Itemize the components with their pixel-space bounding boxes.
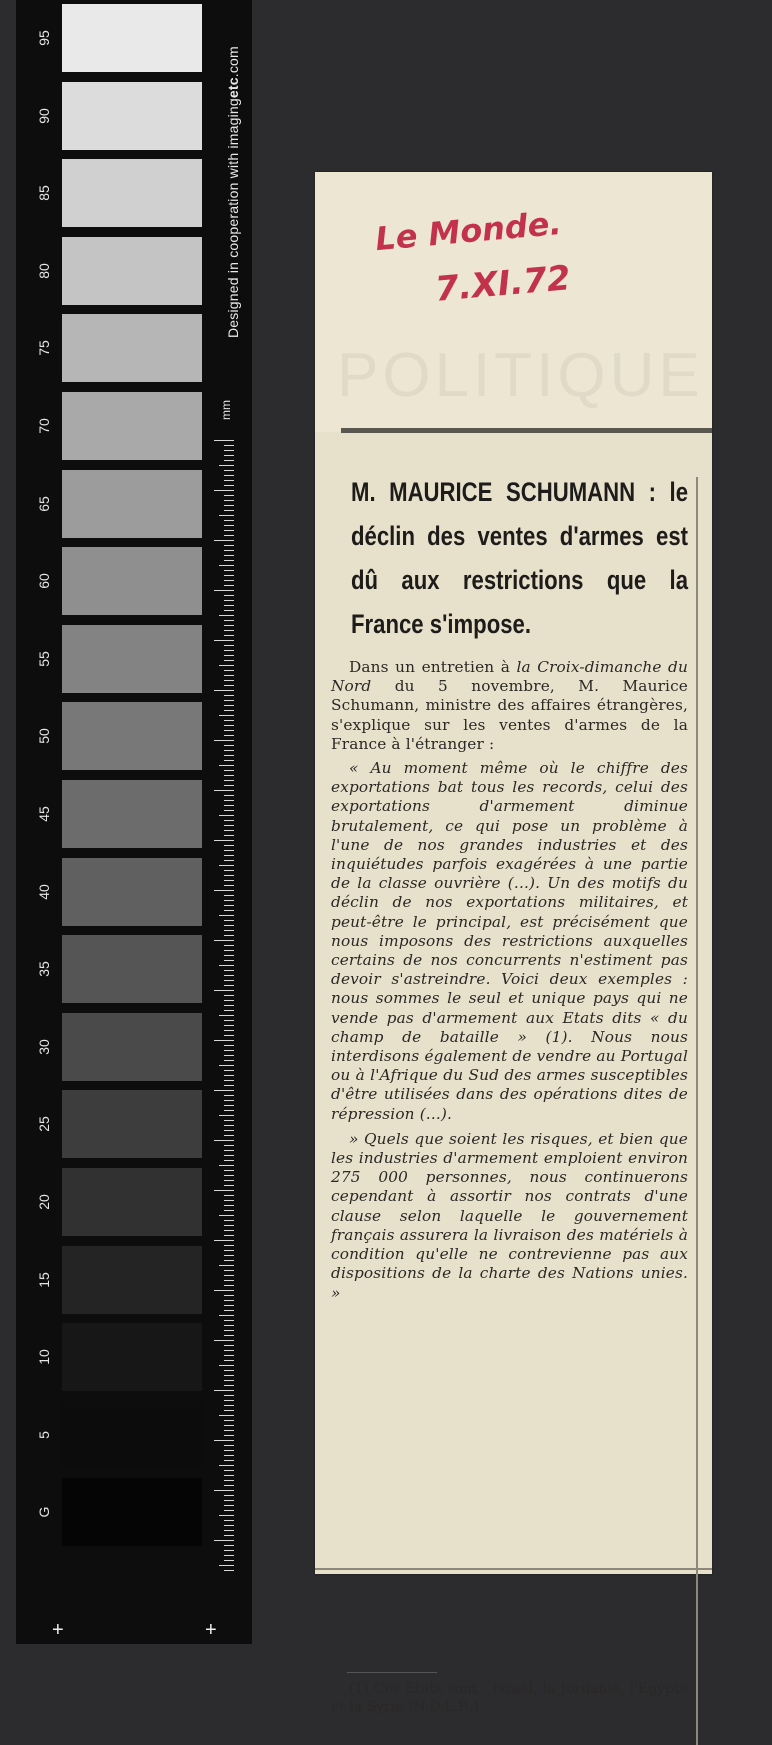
ruler-tick <box>224 635 234 636</box>
ruler-tick <box>224 800 234 801</box>
ruler-tick <box>224 1070 234 1071</box>
ruler-tick <box>224 1285 234 1286</box>
ruler-tick <box>224 910 234 911</box>
ruler-tick <box>224 955 234 956</box>
ruler-tick <box>219 615 234 616</box>
gray-patch-35 <box>62 935 202 1003</box>
patch-label: 60 <box>36 573 52 589</box>
ruler-tick <box>224 1225 234 1226</box>
ruler-tick <box>224 1060 234 1061</box>
ruler-tick <box>224 1360 234 1361</box>
ruler-tick <box>224 1145 234 1146</box>
ruler-tick <box>224 1445 234 1446</box>
gray-patch-65 <box>62 470 202 538</box>
show-through-section-title: POLITIQUE <box>337 341 704 410</box>
ruler-tick <box>224 630 234 631</box>
ruler-tick <box>224 1075 234 1076</box>
ruler-tick <box>224 1500 234 1501</box>
ruler-tick <box>224 720 234 721</box>
intro-text-end: du 5 novembre, M. Maurice Schumann, ministre des affaires étrangères, s'explique sur les ventes d'armes de la France à l'étranger : <box>331 677 688 753</box>
ruler-tick <box>214 1340 234 1341</box>
ruler-tick <box>224 745 234 746</box>
ruler-tick <box>224 1095 234 1096</box>
ruler-tick <box>224 1435 234 1436</box>
ruler-tick <box>224 1105 234 1106</box>
ruler-tick <box>214 740 234 741</box>
ruler-tick <box>224 485 234 486</box>
ruler-tick <box>224 1210 234 1211</box>
patch-label: 45 <box>36 806 52 822</box>
ruler-tick <box>219 1365 234 1366</box>
ruler-tick <box>224 595 234 596</box>
ruler-tick <box>224 460 234 461</box>
ruler-tick <box>224 1460 234 1461</box>
ruler-tick <box>224 1235 234 1236</box>
ruler-tick <box>224 1300 234 1301</box>
patch-label: 85 <box>36 185 52 201</box>
gray-patch-5 <box>62 1401 202 1469</box>
ruler-tick <box>224 1020 234 1021</box>
ruler-tick <box>224 1270 234 1271</box>
ruler-tick <box>224 1370 234 1371</box>
ruler-tick <box>224 1130 234 1131</box>
ruler-tick <box>224 650 234 651</box>
gray-patch-25 <box>62 1090 202 1158</box>
ruler-tick <box>224 1085 234 1086</box>
patch-label: 95 <box>36 30 52 46</box>
ruler-tick <box>224 480 234 481</box>
ruler-tick <box>224 1555 234 1556</box>
ruler-tick <box>224 885 234 886</box>
ruler-tick <box>219 1265 234 1266</box>
patch-label: 80 <box>36 263 52 279</box>
ruler-tick <box>214 1390 234 1391</box>
newspaper-clipping <box>315 172 712 1715</box>
gray-patch-85 <box>62 159 202 227</box>
handwritten-source: Le Monde. <box>373 203 563 259</box>
ruler-tick <box>224 1455 234 1456</box>
ruler-tick <box>214 1190 234 1191</box>
handwritten-date: 7.XI.72 <box>433 258 573 310</box>
ruler-tick <box>224 735 234 736</box>
ruler-tick <box>219 465 234 466</box>
ruler-tick <box>224 1420 234 1421</box>
ruler-tick <box>214 540 234 541</box>
ruler-tick <box>224 495 234 496</box>
ruler-tick <box>219 515 234 516</box>
ruler-tick <box>219 1515 234 1516</box>
ruler-tick <box>224 1100 234 1101</box>
ruler-tick <box>224 675 234 676</box>
patch-label: 55 <box>36 651 52 667</box>
ruler-tick <box>224 1520 234 1521</box>
imaging-credit <box>225 46 241 338</box>
ruler-tick <box>224 605 234 606</box>
ruler-tick <box>219 1015 234 1016</box>
ruler-tick <box>224 1335 234 1336</box>
ruler-tick <box>224 545 234 546</box>
ruler-tick <box>224 895 234 896</box>
ruler-tick <box>224 1005 234 1006</box>
ruler-tick <box>224 985 234 986</box>
plus-marker-left: + <box>52 1619 64 1641</box>
ruler-tick <box>224 1510 234 1511</box>
ruler-tick <box>219 865 234 866</box>
ruler-tick <box>214 1090 234 1091</box>
patch-label: G <box>36 1506 52 1518</box>
ruler-tick <box>224 760 234 761</box>
ruler-tick <box>224 1325 234 1326</box>
patch-label: 70 <box>36 418 52 434</box>
ruler-tick <box>224 1195 234 1196</box>
ruler-tick <box>224 960 234 961</box>
ruler-tick <box>224 1180 234 1181</box>
ruler-tick <box>224 455 234 456</box>
ruler-tick <box>214 1140 234 1141</box>
ruler-tick <box>224 1430 234 1431</box>
ruler-tick <box>224 805 234 806</box>
ruler-tick <box>219 1465 234 1466</box>
gray-patch-90 <box>62 82 202 150</box>
ruler-tick <box>224 555 234 556</box>
ruler-tick <box>219 1565 234 1566</box>
ruler-tick <box>214 940 234 941</box>
intro-text: Dans un entretien à <box>349 658 517 676</box>
ruler-tick <box>214 440 234 441</box>
credit-brand: etc <box>225 77 241 99</box>
ruler-tick <box>224 1545 234 1546</box>
ruler-tick <box>224 560 234 561</box>
ruler-tick <box>224 1110 234 1111</box>
millimeter-ruler <box>212 440 234 1570</box>
ruler-tick <box>224 670 234 671</box>
ruler-tick <box>224 1275 234 1276</box>
patch-label: 35 <box>36 961 52 977</box>
ruler-tick <box>224 530 234 531</box>
ruler-tick <box>219 665 234 666</box>
ruler-tick <box>224 810 234 811</box>
ruler-tick <box>224 820 234 821</box>
ruler-tick <box>224 655 234 656</box>
quote-paragraph-1: « Au moment même où le chiffre des exportations bat tous les records, celui des exportations d'armement diminue brutalement, ce qui pose un problème à l'une de nos grandes industries et des inquiétudes parfois exagérées à une partie de la classe ouvrière (...). Un des motifs du déclin de nos exportations militaires, et peut-être le principal, est précisément que nous imposons des restrictions auxquelles certains de nos concurrents n'estiment pas devoir s'astreindre. Voici deux exemples : nous sommes le seul et unique pays qui ne vende pas d'armement aux Etats dits « du champ de bataille » (1). Nous nous interdisons également de vendre au Portugal ou à l'Afrique du Sud des armes susceptibles d'être utilisées dans des opérations dites de répression (...). <box>331 759 688 1123</box>
ruler-tick <box>224 1385 234 1386</box>
ruler-tick <box>224 880 234 881</box>
ruler-tick <box>214 1240 234 1241</box>
ruler-tick <box>224 1330 234 1331</box>
ruler-tick <box>224 1055 234 1056</box>
patch-label: 5 <box>36 1430 52 1439</box>
ruler-tick <box>224 1045 234 1046</box>
ruler-tick <box>224 870 234 871</box>
ruler-tick <box>224 905 234 906</box>
ruler-tick <box>224 510 234 511</box>
gray-patch-15 <box>62 1246 202 1314</box>
ruler-tick <box>224 1400 234 1401</box>
patch-label: 15 <box>36 1271 52 1288</box>
ruler-tick <box>224 845 234 846</box>
ruler-tick <box>224 1425 234 1426</box>
ruler-tick <box>224 855 234 856</box>
ruler-tick <box>224 1295 234 1296</box>
ruler-tick <box>224 680 234 681</box>
ruler-tick <box>224 710 234 711</box>
ruler-tick <box>224 1355 234 1356</box>
ruler-tick <box>224 705 234 706</box>
ruler-tick <box>224 930 234 931</box>
ruler-tick <box>224 660 234 661</box>
ruler-tick <box>224 1050 234 1051</box>
ruler-tick <box>224 925 234 926</box>
ruler-tick <box>224 450 234 451</box>
ruler-tick <box>224 785 234 786</box>
ruler-tick <box>224 535 234 536</box>
ruler-tick <box>224 1495 234 1496</box>
ruler-tick <box>224 1175 234 1176</box>
ruler-tick <box>219 1165 234 1166</box>
ruler-tick <box>224 575 234 576</box>
gray-patch-10 <box>62 1323 202 1391</box>
patch-label: 90 <box>36 107 52 124</box>
gray-patch-70 <box>62 392 202 460</box>
ruler-tick <box>224 685 234 686</box>
ruler-tick <box>224 755 234 756</box>
ruler-tick <box>214 790 234 791</box>
ruler-tick <box>219 1065 234 1066</box>
ruler-tick <box>224 995 234 996</box>
ruler-unit-label: mm <box>219 400 233 420</box>
ruler-tick <box>224 1375 234 1376</box>
ruler-tick <box>214 590 234 591</box>
ruler-tick <box>224 1170 234 1171</box>
footnote-separator <box>347 1672 437 1673</box>
ruler-tick <box>224 1405 234 1406</box>
patch-label: 40 <box>36 883 52 900</box>
ruler-tick <box>224 1260 234 1261</box>
ruler-tick <box>214 1290 234 1291</box>
ruler-tick <box>224 585 234 586</box>
ruler-tick <box>224 970 234 971</box>
ruler-tick <box>214 490 234 491</box>
ruler-tick <box>214 1040 234 1041</box>
ruler-tick <box>224 1160 234 1161</box>
gray-patch-75 <box>62 314 202 382</box>
intro-paragraph <box>331 658 688 754</box>
ruler-tick <box>224 1010 234 1011</box>
footnote: (1) Ces Etats sont : Israël, la Jordanie, l'Egypte et la Syrie (N.D.L.R.). <box>331 1681 688 1715</box>
ruler-tick <box>224 1125 234 1126</box>
ruler-tick <box>224 1450 234 1451</box>
ruler-tick <box>224 600 234 601</box>
ruler-tick <box>224 1480 234 1481</box>
credit-suffix: .com <box>225 46 241 78</box>
ruler-tick <box>224 1245 234 1246</box>
ruler-tick <box>224 470 234 471</box>
ruler-tick <box>224 1550 234 1551</box>
patch-label: 75 <box>36 340 52 357</box>
ruler-tick <box>224 950 234 951</box>
ruler-tick <box>224 1120 234 1121</box>
ruler-tick <box>224 1395 234 1396</box>
ruler-tick <box>214 1540 234 1541</box>
quote-paragraph-2: » Quels que soient les risques, et bien que les industries d'armement emploient environ 275 000 personnes, nous continuerons cependant à assortir nos contrats d'une clause selon laquelle le gouvernement français assurera la livraison des matériels à condition qu'elle ne contrevienne pas aux dispositions de la charte des Nations unies. » <box>331 1129 688 1302</box>
ruler-tick <box>224 1035 234 1036</box>
ruler-tick <box>219 965 234 966</box>
patch-label: 10 <box>36 1349 52 1365</box>
ruler-tick <box>224 1280 234 1281</box>
ruler-tick <box>224 445 234 446</box>
ruler-tick <box>224 975 234 976</box>
publication-name: la Croix-dimanche du Nord <box>331 658 688 696</box>
ruler-tick <box>224 1185 234 1186</box>
ruler-tick <box>224 1350 234 1351</box>
ruler-tick <box>224 700 234 701</box>
ruler-tick <box>224 1205 234 1206</box>
patch-label: 20 <box>36 1194 52 1210</box>
ruler-tick <box>224 1485 234 1486</box>
ruler-tick <box>224 1220 234 1221</box>
ruler-tick <box>224 920 234 921</box>
ruler-tick <box>224 570 234 571</box>
ruler-tick <box>224 830 234 831</box>
patch-label: 25 <box>36 1116 52 1133</box>
ruler-tick <box>214 640 234 641</box>
gray-patch-20 <box>62 1168 202 1236</box>
credit-prefix: Designed in cooperation with imaging <box>225 98 241 338</box>
ruler-tick <box>224 620 234 621</box>
gray-patch-55 <box>62 625 202 693</box>
ruler-tick <box>224 1410 234 1411</box>
article-headline: M. MAURICE SCHUMANN : le déclin des ventes d'armes est dû aux restrictions que la France s'impose. <box>351 477 689 639</box>
ruler-tick <box>224 625 234 626</box>
ruler-tick <box>224 750 234 751</box>
ruler-tick <box>214 1440 234 1441</box>
ruler-tick <box>224 1530 234 1531</box>
ruler-tick <box>214 1490 234 1491</box>
ruler-tick <box>224 580 234 581</box>
article-body <box>331 658 688 1303</box>
ruler-tick <box>224 1230 234 1231</box>
ruler-tick <box>224 695 234 696</box>
ruler-tick <box>224 1250 234 1251</box>
ruler-tick <box>224 1150 234 1151</box>
ruler-tick <box>224 1080 234 1081</box>
gray-patch-40 <box>62 858 202 926</box>
ruler-tick <box>214 840 234 841</box>
gray-patch-50 <box>62 702 202 770</box>
ruler-tick <box>224 770 234 771</box>
plus-marker-right: + <box>205 1619 217 1641</box>
gray-patch-G <box>62 1478 202 1546</box>
ruler-tick <box>224 1560 234 1561</box>
ruler-tick <box>214 690 234 691</box>
ruler-tick <box>224 1155 234 1156</box>
ruler-tick <box>224 1535 234 1536</box>
patch-label: 65 <box>36 495 52 512</box>
ruler-tick <box>224 475 234 476</box>
ruler-tick <box>214 990 234 991</box>
patch-label: 30 <box>36 1039 52 1055</box>
ruler-tick <box>224 1305 234 1306</box>
ruler-tick <box>219 815 234 816</box>
ruler-tick <box>219 1415 234 1416</box>
ruler-tick <box>224 1135 234 1136</box>
ruler-tick <box>224 1475 234 1476</box>
ruler-tick <box>224 1255 234 1256</box>
ruler-tick <box>224 500 234 501</box>
ruler-tick <box>224 1310 234 1311</box>
ruler-tick <box>224 1200 234 1201</box>
ruler-tick <box>224 730 234 731</box>
ruler-tick <box>224 520 234 521</box>
ruler-tick <box>224 900 234 901</box>
ruler-tick <box>224 610 234 611</box>
ruler-tick <box>224 825 234 826</box>
ruler-tick <box>224 780 234 781</box>
ruler-tick <box>224 835 234 836</box>
ruler-tick <box>224 1525 234 1526</box>
ruler-tick <box>224 850 234 851</box>
ruler-tick <box>224 1000 234 1001</box>
gray-patch-45 <box>62 780 202 848</box>
ruler-tick <box>219 1115 234 1116</box>
ruler-tick <box>224 645 234 646</box>
ruler-tick <box>224 1570 234 1571</box>
ruler-tick <box>224 945 234 946</box>
ruler-tick <box>224 505 234 506</box>
patch-label: 50 <box>36 728 52 745</box>
gray-patch-95 <box>62 4 202 72</box>
ruler-tick <box>219 715 234 716</box>
ruler-tick <box>224 1030 234 1031</box>
ruler-tick <box>224 1345 234 1346</box>
gray-patch-30 <box>62 1013 202 1081</box>
ruler-tick <box>224 1380 234 1381</box>
ruler-tick <box>219 765 234 766</box>
ruler-tick <box>219 915 234 916</box>
ruler-tick <box>214 890 234 891</box>
ruler-tick <box>224 795 234 796</box>
ruler-tick <box>224 775 234 776</box>
gray-patch-60 <box>62 547 202 615</box>
ruler-tick <box>224 1320 234 1321</box>
ruler-tick <box>219 1315 234 1316</box>
ruler-tick <box>224 935 234 936</box>
ruler-tick <box>224 725 234 726</box>
ruler-tick <box>224 1025 234 1026</box>
ruler-tick <box>224 860 234 861</box>
gray-patch-80 <box>62 237 202 305</box>
column-rule <box>696 477 698 1745</box>
ruler-tick <box>224 1470 234 1471</box>
ruler-tick <box>219 565 234 566</box>
section-rule <box>341 428 712 433</box>
ruler-tick <box>224 980 234 981</box>
ruler-tick <box>219 1215 234 1216</box>
ruler-tick <box>224 875 234 876</box>
ruler-tick <box>224 1505 234 1506</box>
bottom-rule <box>315 1568 712 1570</box>
ruler-tick <box>224 550 234 551</box>
ruler-tick <box>224 525 234 526</box>
